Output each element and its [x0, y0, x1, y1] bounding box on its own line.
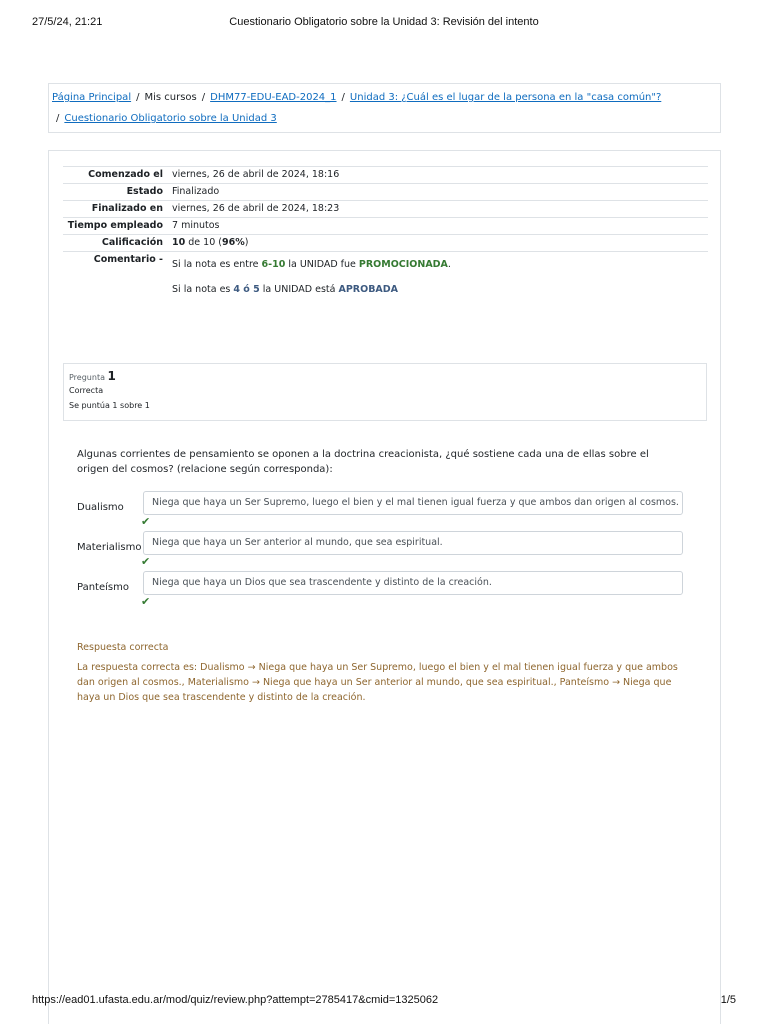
breadcrumb-separator: /: [201, 92, 206, 103]
comment-2-range: 4 ó 5: [233, 284, 260, 295]
breadcrumb-separator: /: [136, 92, 140, 103]
state-value: Finalizado: [172, 186, 220, 197]
comment-1-end: .: [447, 259, 451, 270]
started-value: viernes, 26 de abril de 2024, 18:16: [172, 169, 340, 180]
feedback-text: La respuesta correcta es: Dualismo → Niega que haya un Ser Supremo, luego el bien y el mal tienen igual fuerza y que ambos dan origen al cosmos., Materialismo → Niega que haya un Ser anterior al mundo, que sea espiritual., Panteísmo → Niega que haya un Dios que sea trascendente y distinto de la creación.: [77, 662, 678, 703]
breadcrumb-line-2: [56, 113, 277, 124]
comment-1-mid: la UNIDAD fue: [285, 259, 359, 270]
summary-row-comment: [63, 251, 708, 351]
comment-1-pre: Si la nota es entre: [172, 259, 262, 270]
check-icon: ✔: [141, 555, 151, 568]
grade-close: ): [244, 237, 249, 248]
time-value: 7 minutos: [172, 220, 220, 231]
grade-value: [169, 235, 708, 251]
summary-row-started: [63, 166, 708, 183]
comment-2-mid: la UNIDAD está: [259, 284, 339, 295]
comment-2-status: APROBADA: [338, 284, 399, 295]
question-number: [69, 369, 701, 383]
time-label: Tiempo empleado: [67, 220, 163, 231]
print-doc-title: Cuestionario Obligatorio sobre la Unidad 3: Revisión del intento: [229, 16, 539, 28]
match-select-panteismo[interactable]: Niega que haya un Dios que sea trascendente y distinto de la creación.: [143, 571, 683, 595]
question-text: Algunas corrientes de pensamiento se oponen a la doctrina creacionista, ¿qué sostiene cada una de ellas sobre el origen del cosmos? (relacione según corresponda):: [77, 449, 649, 475]
question-number-label: Pregunta: [69, 373, 105, 382]
breadcrumb-course-link[interactable]: DHM77-EDU-EAD-2024_1: [210, 92, 337, 103]
summary-row-time: [63, 217, 708, 234]
question-number-value: 1: [107, 369, 116, 383]
summary-row-state: [63, 183, 708, 200]
question-content: [63, 434, 707, 724]
comment-label: Comentario -: [93, 254, 163, 265]
print-date: 27/5/24, 21:21: [32, 16, 103, 28]
question-info-box: [63, 363, 707, 421]
match-label-materialismo: Materialismo: [77, 542, 142, 553]
match-label-panteismo: Panteísmo: [77, 582, 129, 593]
question-state: Correcta: [69, 386, 104, 395]
started-label: Comenzado el: [88, 169, 163, 180]
comment-line-promoted: [172, 257, 708, 273]
question-feedback: [77, 640, 697, 705]
comment-1-range: 6-10: [261, 259, 286, 270]
match-select-materialismo[interactable]: Niega que haya un Ser anterior al mundo, que sea espiritual.: [143, 531, 683, 555]
check-icon: ✔: [141, 595, 151, 608]
print-footer: [0, 994, 768, 1010]
grade-score: 10: [172, 237, 186, 248]
finished-label: Finalizado en: [91, 203, 163, 214]
comment-2-pre: Si la nota es: [172, 284, 234, 295]
match-select-dualismo[interactable]: Niega que haya un Ser Supremo, luego el bien y el mal tienen igual fuerza y que ambos dan origen al cosmos.: [143, 491, 683, 515]
breadcrumb-unit-link[interactable]: Unidad 3: ¿Cuál es el lugar de la persona en la "casa común"?: [349, 92, 662, 103]
comment-1-status: PROMOCIONADA: [358, 259, 448, 270]
grade-out-of: de 10 (: [185, 237, 222, 248]
breadcrumb-home-link[interactable]: Página Principal: [52, 92, 132, 103]
breadcrumb-quiz-link[interactable]: Cuestionario Obligatorio sobre la Unidad 3: [64, 113, 277, 124]
question-grade: Se puntúa 1 sobre 1: [69, 401, 150, 410]
finished-value: viernes, 26 de abril de 2024, 18:23: [172, 203, 340, 214]
breadcrumb-separator: /: [56, 113, 60, 124]
summary-row-finished: [63, 200, 708, 217]
grade-percent: 96%: [221, 237, 245, 248]
summary-row-grade: [63, 234, 708, 251]
comment-line-approved: [172, 282, 708, 298]
grade-label: Calificación: [101, 237, 163, 248]
feedback-title: Respuesta correcta: [77, 642, 169, 653]
check-icon: ✔: [141, 515, 151, 528]
print-page-number: 1/5: [720, 994, 736, 1006]
breadcrumb-line-1: [52, 92, 661, 103]
breadcrumb-separator: /: [341, 92, 345, 103]
state-label: Estado: [126, 186, 163, 197]
main-content: [48, 150, 721, 1024]
print-header: [0, 16, 768, 32]
comment-value: [169, 252, 708, 351]
breadcrumb-my-courses: Mis cursos: [144, 92, 197, 103]
attempt-summary-table: [63, 166, 708, 351]
match-label-dualismo: Dualismo: [77, 502, 124, 513]
print-url: https://ead01.ufasta.edu.ar/mod/quiz/review.php?attempt=2785417&cmid=1325062: [32, 994, 439, 1006]
breadcrumb: [48, 83, 721, 133]
